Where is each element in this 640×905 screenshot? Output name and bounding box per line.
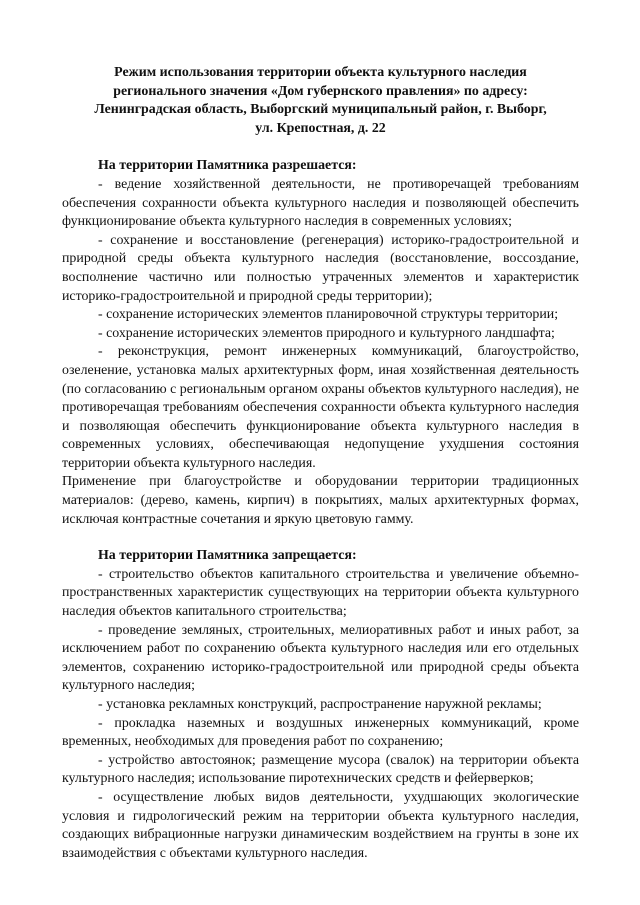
allowed-item: - сохранение исторических элементов природного и культурного ландшафта; (98, 325, 555, 341)
forbidden-item: - проведение земляных, строительных, мелиоративных работ и иных работ, за исключением работ по сохранению объекта культурного наследия или его отдельных элементов, сохранению историко-градостроительной или природной среды объекта культурного наследия; (62, 622, 579, 694)
forbidden-item: - установка рекламных конструкций, распространение наружной рекламы; (98, 697, 542, 712)
forbidden-item: - прокладка наземных и воздушных инженерных коммуникаций, кроме временных, необходимых для проведения работ по сохранению; (62, 715, 579, 750)
forbidden-item: - устройство автостоянок; размещение мусора (свалок) на территории объекта культурного наследия; использование пиротехнических средств и фейерверков; (62, 752, 579, 787)
allowed-list (62, 176, 579, 474)
allowed-item: - реконструкция, ремонт инженерных коммуникаций, благоустройство, озеленение, установка малых архитектурных форм, иная хозяйственная деятельность (по согласованию с региональным органом охраны объектов культурного наследия), не противоречащая требованиям обеспечения сохранности объекта культурного наследия и позволяющая обеспечить функционирование объекта культурного наследия в современных условиях, обеспечивающая недопущение ухудшения состояния территории объекта культурного наследия. (62, 344, 579, 471)
materials-note: Применение при благоустройстве и оборудовании территории традиционных материалов: (дерево, камень, кирпич) в покрытиях, малых архитектурных формах, исключая контрастные сочетания и яркую цветовую гамму. (62, 474, 579, 527)
title-line: ул. Крепостная, д. 22 (255, 120, 386, 136)
document-page (62, 64, 579, 863)
forbidden-item: - осуществление любых видов деятельности, ухудшающих экологические условия и гидрологический режим на территории объекта культурного наследия, создающих вибрационные нагрузки динамическим воздействием на грунты в зоне их взаимодействия с объектами культурного наследия. (62, 789, 579, 861)
document-title (62, 64, 579, 138)
allowed-item: - сохранение исторических элементов планировочной структуры территории; (98, 307, 559, 323)
title-line: Ленинградская область, Выборгский муниципальный район, г. Выборг, (94, 102, 547, 118)
title-line: регионального значения «Дом губернского правления» по адресу: (113, 83, 528, 99)
allowed-item: - ведение хозяйственной деятельности, не противоречащей требованиям обеспечения сохранности объекта культурного наследия и позволяющей обеспечить функционирование объекта культурного наследия в современных условиях; (62, 176, 579, 230)
forbidden-item: - строительство объектов капитального строительства и увеличение объемно-пространственных характеристик существующих на территории объекта культурного наследия объектов капитального строительства; (62, 566, 579, 620)
allowed-item: - сохранение и восстановление (регенерация) историко-градостроительной и природной среды объекта культурного наследия (восстановление, воссоздание, восполнение частично или полностью утраченных элементов и характеристик историко-градостроительной и природной среды территории); (62, 232, 579, 304)
forbidden-heading: На территории Памятника запрещается: (98, 548, 357, 564)
title-line: Режим использования территории объекта культурного наследия (114, 65, 527, 80)
forbidden-list (62, 566, 579, 864)
allowed-heading: На территории Памятника разрешается: (98, 158, 357, 174)
